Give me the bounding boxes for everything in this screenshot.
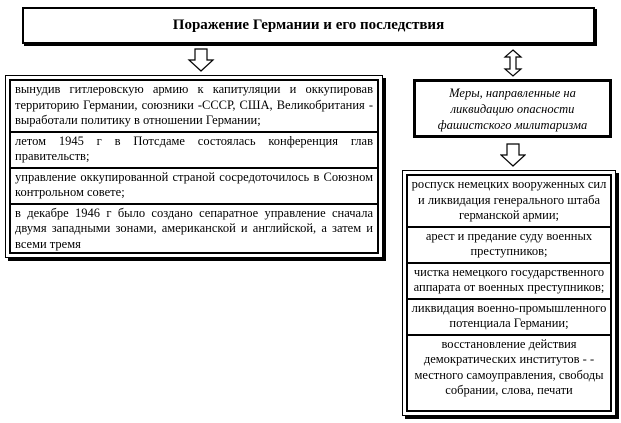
down-arrow-left-icon (187, 48, 215, 72)
measure-item-5: восстановление действия демократических институтов - - местного самоуправления, свободы собрании, слова, печати (414, 336, 604, 397)
measure-item-1: роспуск немецких вооруженных сил и ликвидация генерального штаба германской армии; (408, 176, 610, 228)
consequence-item-3: управление оккупированной страной сосредоточилось в Союзном контрольном совете; (11, 169, 377, 205)
measure-item-3: чистка немецкого государственного аппарата от военных преступников; (408, 264, 610, 300)
measure-item-2: арест и предание суду военных преступников; (408, 228, 610, 264)
measures-heading-text: Меры, направленные на ликвидацию опасности фашистского милитаризма (437, 85, 588, 132)
measure-item-4: ликвидация военно-промышленного потенциала Германии; (408, 300, 610, 336)
consequences-group (5, 75, 383, 258)
diagram-title-text: Поражение Германии и его последствия (172, 17, 445, 33)
consequence-item-4: в декабре 1946 г было создано сепаратное управление сначала двумя западными зонами, американской и английской, а затем и всеми тремя (15, 205, 373, 251)
down-arrow-right-icon (500, 143, 526, 167)
consequence-item-1: вынудив гитлеровскую армию к капитуляции и оккупировав территорию Германии, союзники -СССР, США, Великобритания - выработали политику в отношении Германии; (11, 81, 377, 133)
consequences-list (9, 79, 379, 254)
measures-heading-box (413, 79, 612, 138)
diagram-title (22, 7, 595, 44)
consequence-item-2: летом 1945 г в Потсдаме состоялась конференция глав правительств; (11, 133, 377, 169)
measures-group (402, 170, 616, 416)
double-arrow-icon (503, 49, 523, 77)
measures-list (406, 174, 612, 412)
